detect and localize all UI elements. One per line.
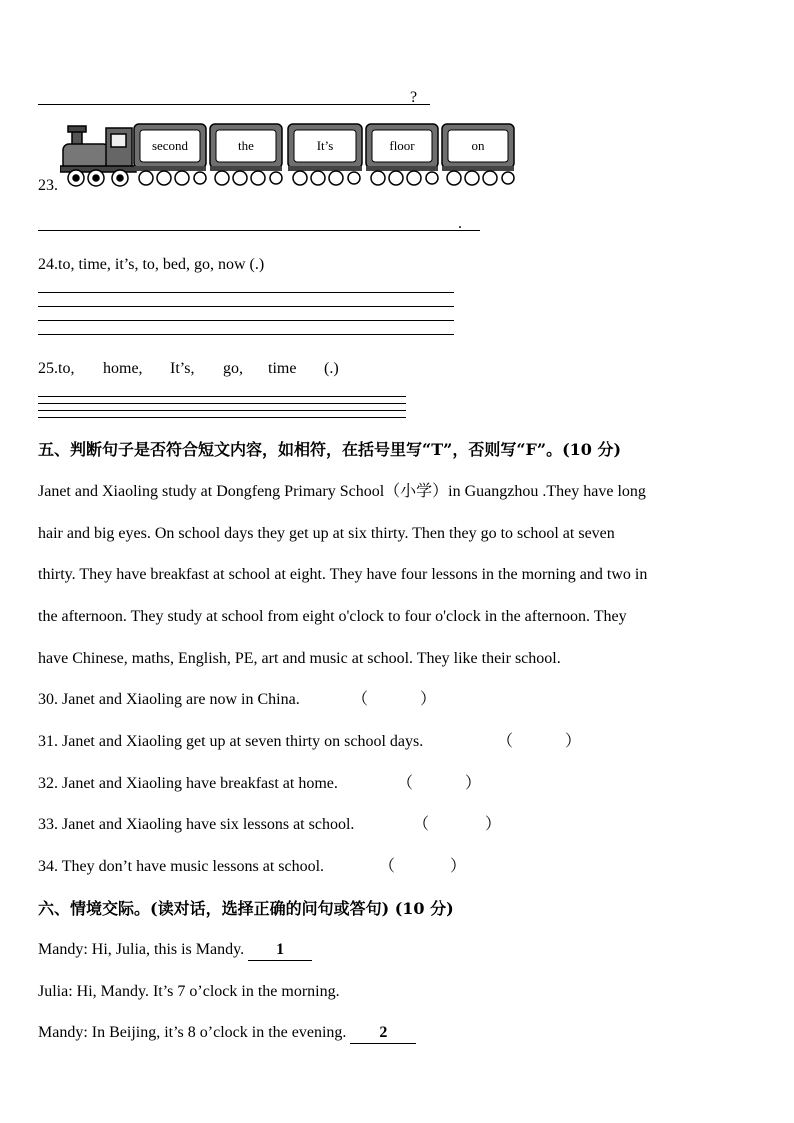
- answer-paren-open: （: [352, 691, 369, 708]
- train-car-word: floor: [389, 138, 415, 153]
- dialogue-blank[interactable]: 2: [350, 1023, 416, 1044]
- answer-line: [38, 230, 480, 231]
- dialogue-line: [38, 940, 312, 961]
- train-car-word: second: [151, 138, 189, 153]
- question-24: 24.to, time, it’s, to, bed, go, now (.): [38, 256, 265, 273]
- answer-paren-open: （: [497, 733, 514, 750]
- train-car-word: on: [471, 138, 485, 153]
- question-number: 23.: [38, 177, 58, 194]
- passage-line: hair and big eyes. On school days they get up at six thirty. Then they go to school at seven: [38, 525, 615, 542]
- answer-line: [38, 396, 406, 397]
- sentence-end-mark: .: [458, 215, 462, 232]
- passage-line: Janet and Xiaoling study at Dongfeng Primary School（小学）in Guangzhou .They have long: [38, 483, 646, 500]
- section-5-heading: 五、判断句子是否符合短文内容，如相符，在括号里写“T”，否则写“F”。(10 分): [38, 440, 622, 459]
- answer-line: [38, 306, 454, 307]
- answer-line: [38, 410, 406, 411]
- dialogue-line: [38, 1023, 416, 1044]
- train-car-word: It’s: [316, 138, 334, 153]
- answer-paren-close[interactable]: ）: [465, 775, 482, 792]
- train-engine-icon: [60, 126, 136, 186]
- answer-paren-close[interactable]: ）: [450, 858, 467, 875]
- answer-line: [38, 334, 454, 335]
- q25-word: go,: [223, 360, 243, 377]
- answer-line: [38, 417, 406, 418]
- passage-line: have Chinese, maths, English, PE, art and music at school. They like their school.: [38, 650, 561, 667]
- answer-paren-open: （: [379, 858, 396, 875]
- dialogue-blank[interactable]: 1: [248, 940, 312, 961]
- train-car: [134, 124, 206, 185]
- passage-line: the afternoon. They study at school from eight o'clock to four o'clock in the afternoon. They: [38, 608, 627, 625]
- passage-line: thirty. They have breakfast at school at eight. They have four lessons in the morning and two in: [38, 566, 648, 583]
- dialogue-text: Mandy: In Beijing, it’s 8 o’clock in the evening.: [38, 1024, 351, 1041]
- train-car: [288, 124, 362, 185]
- question-mark: ?: [410, 89, 418, 106]
- answer-paren-close[interactable]: ）: [485, 816, 502, 833]
- answer-line: [38, 320, 454, 321]
- tf-question: 30. Janet and Xiaoling are now in China.: [38, 691, 300, 708]
- section-6-heading: 六、情境交际。(读对话，选择正确的问句或答句) (10 分): [38, 899, 454, 918]
- tf-question: 31. Janet and Xiaoling get up at seven thirty on school days.: [38, 733, 424, 750]
- tf-question: 32. Janet and Xiaoling have breakfast at home.: [38, 775, 338, 792]
- dialogue-line: Julia: Hi, Mandy. It’s 7 o’clock in the morning.: [38, 983, 340, 1000]
- train-car: [210, 124, 282, 185]
- answer-paren-open: （: [413, 816, 430, 833]
- answer-line: [38, 292, 454, 293]
- q25-word: time: [268, 360, 297, 377]
- tf-question: 34. They don’t have music lessons at school.: [38, 858, 325, 875]
- answer-paren-close[interactable]: ）: [420, 691, 437, 708]
- answer-line: [38, 403, 406, 404]
- tf-question: 33. Janet and Xiaoling have six lessons at school.: [38, 816, 355, 833]
- answer-paren-close[interactable]: ）: [565, 733, 582, 750]
- q25-word: It’s,: [170, 360, 195, 377]
- answer-line: [38, 104, 430, 105]
- answer-paren-open: （: [397, 775, 414, 792]
- train-car-word: the: [238, 138, 254, 153]
- q25-word: (.): [324, 360, 339, 377]
- train-car: [366, 124, 438, 185]
- q25-word: 25.to,: [38, 360, 75, 377]
- train-car: [442, 124, 514, 185]
- dialogue-text: Mandy: Hi, Julia, this is Mandy.: [38, 941, 249, 958]
- q25-word: home,: [103, 360, 143, 377]
- train-illustration: [60, 122, 520, 192]
